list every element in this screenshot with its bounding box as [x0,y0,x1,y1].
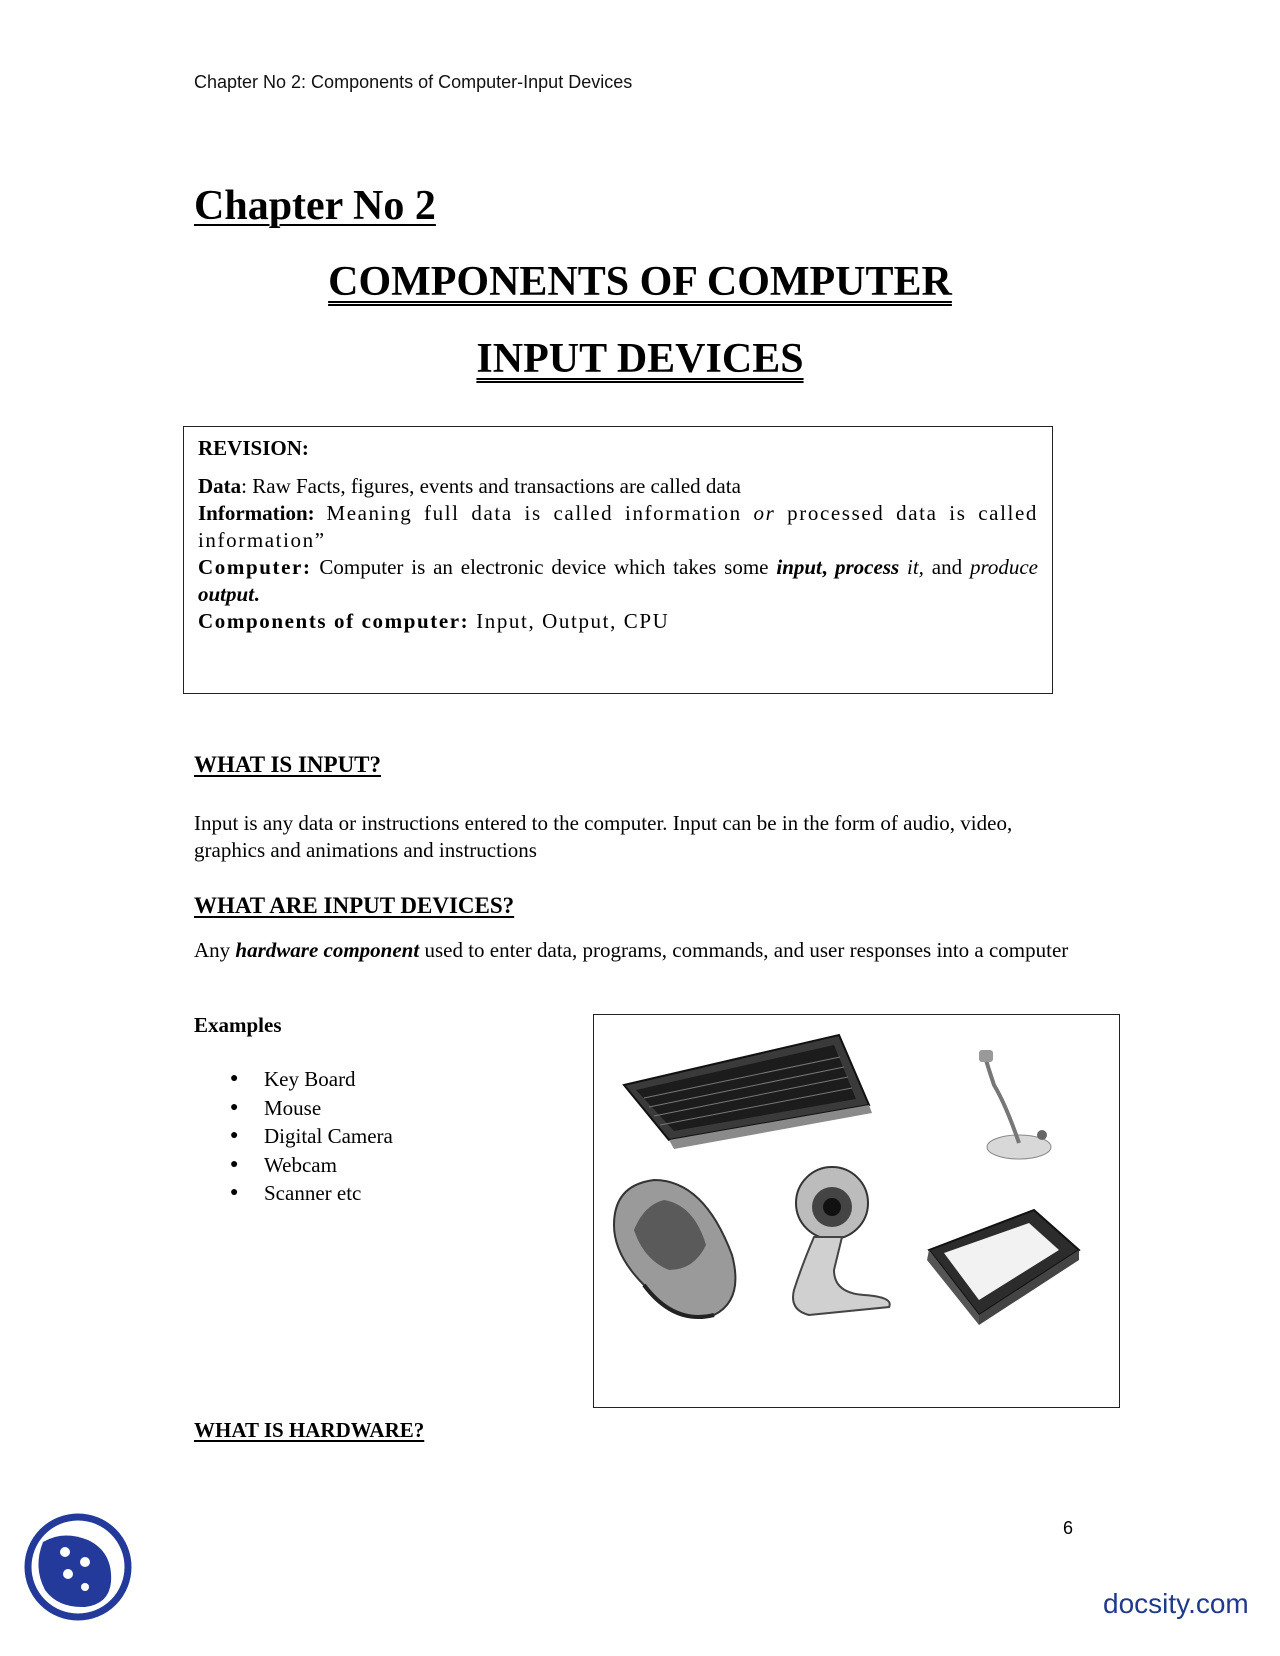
page-number: 6 [1063,1518,1074,1538]
input-devices-text [194,937,1078,964]
bullet-icon: ● [230,1185,239,1200]
list-item: ● Mouse [230,1094,393,1123]
info-or: or [753,501,776,525]
info-def-1: Meaning full data is called information [314,501,754,525]
computer-and: and [923,555,970,579]
mouse-icon [614,1180,735,1317]
input-devices-heading: WHAT ARE INPUT DEVICES? [194,893,515,918]
data-term: Data [198,474,242,498]
computer-process: process [835,555,900,579]
computer-produce: produce [969,555,1038,579]
devices-text-1: Any [194,938,236,962]
bullet-icon: ● [230,1156,239,1172]
keyboard-icon [624,1035,872,1149]
docsity-logo-icon [23,1512,133,1622]
input-text: Input is any data or instructions entered to the computer. Input can be in the form of audio, video, graphics and animations and instructions [194,811,1013,862]
microphone-icon [979,1050,1051,1159]
computer-output: output [198,582,255,606]
scanner-icon [927,1210,1079,1325]
what-is-hardware-heading: WHAT IS HARDWARE? [194,1418,425,1442]
sub-title: INPUT DEVICES [476,336,804,382]
main-title: COMPONENTS OF COMPUTER [328,259,952,305]
computer-it: it, [899,555,924,579]
information-definition [198,500,1038,554]
list-item: ● Scanner etc [230,1179,393,1208]
chapter-title: Chapter No 2 [194,183,436,229]
info-def-2: processed data is called information” [198,501,1038,552]
revision-heading: REVISION: [198,436,309,460]
list-item: ● Webcam [230,1151,393,1180]
components-definition [198,608,1038,635]
devices-text-2: used to enter data, programs, commands, and user responses into a computer [419,938,1069,962]
running-header: Chapter No 2: Components of Computer-Input Devices [194,72,633,92]
list-item: ● Key Board [230,1065,393,1094]
computer-definition [198,554,1038,608]
data-def: : Raw Facts, figures, events and transactions are called data [241,474,741,498]
list-item: ● Digital Camera [230,1122,393,1151]
input-devices-image [593,1014,1120,1408]
devices-text-bold: hardware component [235,938,420,962]
info-term: Information: [198,501,315,525]
computer-def-1: Computer is an electronic device which takes some [311,555,777,579]
data-definition [198,473,1038,500]
components-def: Input, Output, CPU [469,609,670,633]
revision-box [183,426,1053,694]
computer-comma: , [821,555,835,579]
computer-period: . [254,582,260,606]
computer-term: Computer: [198,555,312,579]
bullet-icon: ● [230,1071,239,1086]
components-term: Components of computer: [198,609,470,633]
bullet-icon: ● [230,1099,239,1115]
examples-label: Examples [194,1013,282,1037]
bullet-icon: ● [230,1128,239,1143]
brand-watermark: docsity.com [1103,1588,1249,1619]
examples-list [230,1065,393,1208]
what-is-input-heading: WHAT IS INPUT? [194,752,382,777]
webcam-icon [793,1167,890,1315]
computer-input: input [776,555,822,579]
input-devices-illustration [594,1015,1118,1406]
